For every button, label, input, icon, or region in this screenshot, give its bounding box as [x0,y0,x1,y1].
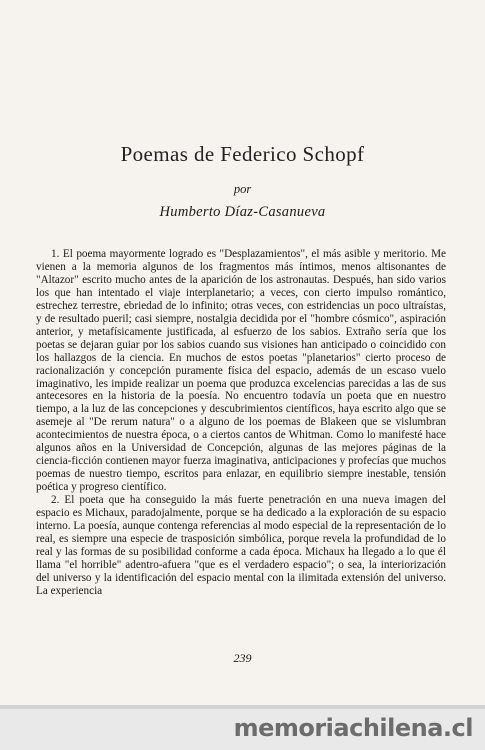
article-title: Poemas de Federico Schopf [120,142,365,166]
article-body [36,248,446,598]
memoriachilena-logo[interactable]: memoriachilena.cl [233,714,473,742]
footer-bar [0,705,485,750]
byline-prefix: por [233,182,252,196]
author-name: Humberto Díaz-Casanueva [159,204,326,220]
paragraph-1: 1. El poema mayormente logrado es "Desplazamientos", el más asible y meritorio. Me vienen a la memoria algunos de los fragmentos más íntimos, menos altisonantes de "Altazor" escrito mucho antes de la aparición de los astronautas. Después, han sido varios los que han intentado el viaje interplanetario; a veces, con cierto impulso romántico, estrechez terrestre, ebriedad de lo infinito; otras veces, con estridencias un poco ultraístas, y de resultado pueril; casi siempre, nostalgia decidida por el "hombre cósmico", aspiración anterior, y metafísicamente justificada, al esfuerzo de los sabios. Extraño sería que los poetas se dejaran guiar por los sabios cuando sus visiones han anticipado o coincidido con los hallazgos de la ciencia. En muchos de estos poetas "planetarios" cierto proceso de racionalización y concepción puramente física del espacio, además de un escaso vuelo imaginativo, les impide realizar un poema que produzca excelencias parecidas a las de sus antecesores en la historia de la poesía. No encuentro todavía un poeta que en nuestro tiempo, a la luz de las concepciones y descubrimientos científicos, haya escrito algo que se asemeje al "De rerum natura" o a alguno de los poemas de Blakeen que se vislumbran acontecimientos de nuestra época, o a ciertos cantos de Whitman. Como lo manifesté hace algunos años en la Universidad de Concepción, algunas de las mejores páginas de la ciencia-ficción contienen mayor fuerza imaginativa, anticipaciones y profecías que muchos poemas de nuestro tiempo, escritos para enlazar, en equilibrio siempre inestable, tensión poética y progreso científico. [36,248,446,494]
footer-divider [0,705,485,709]
paragraph-2: 2. El poeta que ha conseguido la más fuerte penetración en una nueva imagen del espacio es Michaux, paradojalmente, porque se ha dedicado a la exploración de su espacio interno. La poesía, aunque contenga referencias al modo especial de la representación de lo real, es siempre una especie de trasposición simbólica, porque revela la profundidad de lo real y las formas de su posibilidad conforme a cada época. Michaux ha llegado a lo que él llama "el horrible" adentro-afuera "que es el verdadero espacio"; o sea, la interiorización del universo y la identificación del espacio mental con la ilimitada extensión del universo. La experiencia [36,494,446,597]
page-number: 239 [233,651,252,665]
